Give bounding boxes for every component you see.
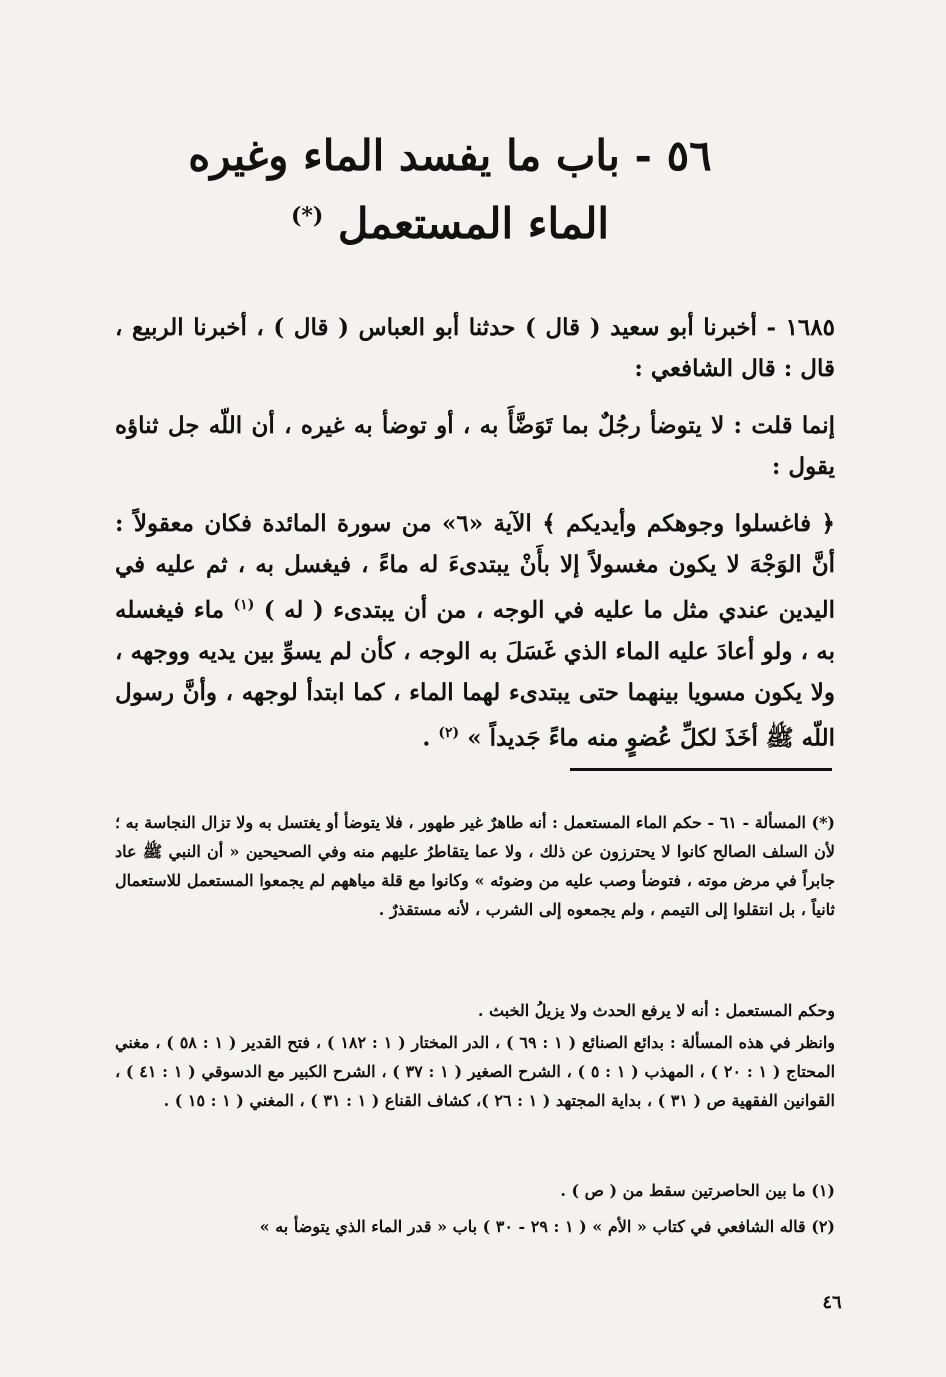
paragraph-verse	[115, 503, 835, 758]
chapter-title: ٥٦ - باب ما يفسد الماء وغيره	[188, 131, 712, 180]
footnote-issue: (*) المسألة - ٦١ - حكم الماء المستعمل : أنه طاهرٌ غير طهور ، فلا يتوضأ أو يغتسل به ولا تزال النجاسة به ؛ لأن السلف الصالح كانوا لا يحترزون عن ذلك ، ولا عما يتقاطرُ عليهم منه وفي الصحيحين « أن النبي ﷺ عاد جابراً في مرض موته ، فتوضأ وصب عليه من وضوئه » وكانوا مع قلة مياههم لم يجمعوا المستعمل للاستعمال ثانياً ، بل انتقلوا إلى التيمم ، ولم يجمعوه إلى الشرب ، لأنه مستقذرٌ .	[115, 813, 836, 919]
chapter-subtitle	[100, 188, 800, 252]
paragraph-verse-part2: ماء فيغسله به ، ولو أعادَ عليه الماء الذي غَسَلَ به الوجه ، كأن لم يسوِّ بين يديه ووجهه ، ولا يكون مسويا بينهما حتى يبتدىء لهما الماء ، كما ابتدأ لوجهه ، وأنَّ رسول اللّه ﷺ أخَذَ لكلِّ عُضوٍ منه ماءً جَديداً »	[115, 596, 835, 752]
footnote-ref-2: (٢)	[438, 724, 460, 741]
footnote-references: وانظر في هذه المسألة : بدائع الصنائع ( ١ : ٦٩ ) ، الدر المختار ( ١ : ١٨٢ ) ، فتح القدير ( ١ : ٥٨ ) ، مغني المحتاج ( ١ : ٢٠ ) ، المهذب ( ١ : ٥ ) ، الشرح الصغير ( ١ : ٣٧ ) ، الشرح الكبير مع الدسوقي ( ١ : ٤١ ) ، القوانين الفقهية ص ( ٣١ ) ، بداية المجتهد ( ١ : ٢٦ )، كشاف القناع ( ١ : ٣١ ) ، المغني ( ١ : ١٥ ) .	[115, 1033, 836, 1110]
paragraph-statement: إنما قلت : لا يتوضأ رجُلٌ بما تَوَضَّأَ به ، أو توضأ به غيره ، أن اللّه جل ثناؤه يقول :	[115, 412, 835, 480]
chapter-subtitle-text: الماء المستعمل	[337, 199, 610, 248]
paragraph-verse-part1: ﴿ فاغسلوا وجوهكم وأيديكم ﴾ الآية «٦» من سورة المائدة فكان معقولاً : أنَّ الوَجْهَ لا يكون مغسولاً إلا بأَنْ يبتدىءَ له ماءً ، فيغسل به ، ثم عليه في اليدين عندي مثل ما عليه في الوجه ، من أن يبتدىء ( له )	[115, 510, 836, 624]
footnote-divider	[570, 768, 832, 771]
page-number: ٤٦	[822, 1292, 842, 1313]
footnote-ruling: وحكم المستعمل : أنه لا يرفع الحدث ولا يزيلُ الخبث .	[477, 1001, 835, 1020]
footnote-2: (٢) قاله الشافعي في كتاب « الأم » ( ١ : ٢٩ - ٣٠ ) باب « قدر الماء الذي يتوضأ به »	[259, 1217, 835, 1236]
footnote-1: (١) ما بين الحاصرتين سقط من ( ص ) .	[560, 1181, 835, 1200]
footnote-ref-1: (١)	[233, 597, 255, 613]
paragraph-chain: ١٦٨٥ - أخبرنا أبو سعيد ( قال ) حدثنا أبو العباس ( قال ) ، أخبرنا الربيع ، قال : قال الشافعي :	[115, 314, 835, 382]
footnote-marker: (*)	[290, 203, 324, 229]
paragraph-verse-end: .	[422, 724, 431, 752]
